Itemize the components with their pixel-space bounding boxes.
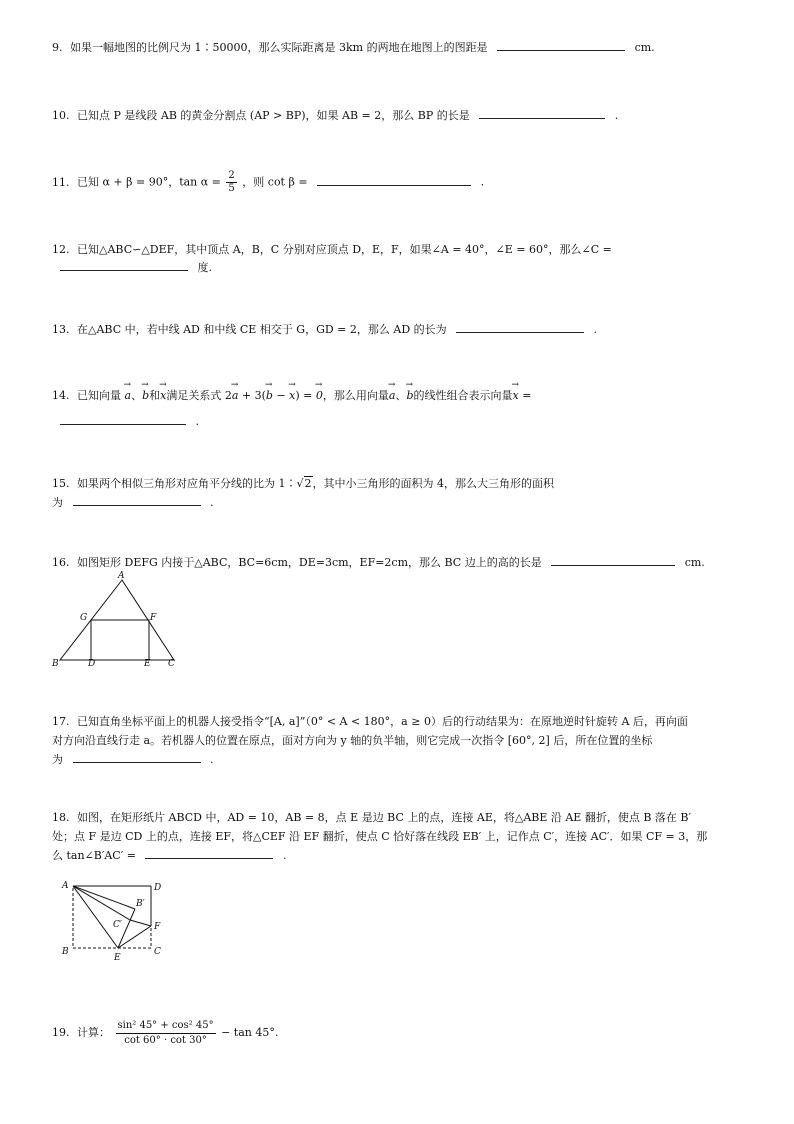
question-text: 已知点 P 是线段 AB 的黄金分割点 (AP > BP)，如果 AB = 2，那么 BP 的长是 (77, 109, 470, 122)
question-tail: . (593, 323, 598, 336)
question-13 (52, 320, 752, 339)
question-14 (52, 386, 752, 405)
question-tail: . (210, 753, 214, 766)
question-tail: . (195, 415, 199, 428)
question-text-3: 么 tan∠B′AC′ = (52, 849, 136, 862)
question-12-line-2 (60, 258, 760, 277)
question-text: 已知向量 (77, 389, 121, 402)
question-number: 13. (52, 323, 70, 336)
question-text-2: − tan 45°. (221, 1026, 279, 1039)
question-18 (52, 808, 752, 827)
question-number: 17. (52, 715, 70, 728)
question-10 (52, 106, 752, 125)
question-number: 19. (52, 1026, 70, 1039)
answer-blank[interactable] (497, 38, 625, 51)
label-e: E (114, 953, 121, 963)
minus-sign: − (276, 389, 286, 402)
question-12 (52, 240, 752, 259)
question-tail: . (282, 849, 287, 862)
question-number: 16. (52, 556, 70, 569)
answer-blank[interactable] (60, 412, 186, 425)
vector-x: → x (160, 386, 166, 405)
answer-blank[interactable] (145, 846, 273, 859)
question-text: 在△ABC 中，若中线 AD 和中线 CE 相交于 G，GD = 2，那么 AD 的长为 (77, 323, 447, 336)
vector-b: → b (266, 386, 273, 405)
segment-ab-prime (73, 886, 135, 909)
label-b-prime: B′ (136, 899, 145, 909)
question-18-line-3 (52, 846, 752, 865)
vector-x: → x (289, 386, 295, 405)
label-g: G (80, 613, 88, 623)
question-tail: cm. (684, 556, 705, 569)
question-number: 14. (52, 389, 70, 402)
answer-blank[interactable] (551, 553, 675, 566)
vector-b: → b (406, 386, 413, 405)
segment-c-prime-f (130, 920, 151, 926)
vector-b: → b (142, 386, 149, 405)
vector-x: → x (513, 386, 519, 405)
fraction (226, 170, 236, 195)
fraction-denominator: 5 (228, 183, 235, 194)
answer-blank[interactable] (60, 258, 188, 271)
question-17-line-3 (52, 750, 752, 769)
fraction-denominator: cot 60° · cot 30° (124, 1034, 207, 1046)
question-text-2: 满足关系式 2 (166, 389, 232, 402)
label-b: B (62, 947, 69, 957)
equals-sign: = (522, 389, 532, 402)
question-text: 如果两个相似三角形对应角平分线的比为 1∶ (77, 477, 297, 490)
question-18-line-2 (52, 827, 752, 846)
question-text-2: ，其中小三角形的面积为 4，那么大三角形的面积 (312, 477, 555, 490)
question-number: 18. (52, 811, 70, 824)
answer-blank[interactable] (73, 750, 201, 763)
fraction-numerator: 2 (228, 170, 235, 181)
question-15 (52, 474, 752, 493)
question-19 (52, 1018, 752, 1048)
fraction-numerator: sin² 45° + cos² 45° (116, 1019, 216, 1034)
question-text: 如图矩形 DEFG 内接于△ABC，BC=6cm，DE=3cm，EF=2cm，那么 BC 边上的高的长是 (77, 556, 542, 569)
separator: 、 (395, 389, 407, 402)
label-a: A (62, 881, 69, 891)
label-d: D (154, 883, 162, 893)
question-number: 10. (52, 109, 70, 122)
label-e: E (144, 659, 151, 669)
question-tail: . (614, 109, 619, 122)
question-number: 9. (52, 41, 63, 54)
label-f: F (150, 613, 157, 623)
label-f: F (154, 922, 161, 932)
label-c: C (154, 947, 161, 957)
vector-a: → a (232, 386, 239, 405)
zero-vector: → 0 (316, 386, 323, 405)
conjunction: 和 (149, 389, 161, 402)
question-text-3: ，那么用向量 (322, 389, 389, 402)
question-text-2: 对方向沿直线行走 a。若机器人的位置在原点，面对方向为 y 轴的负半轴，则它完成一次指令 [60°, 2] 后，所在位置的坐标 (52, 734, 653, 747)
figure-folded-rectangle (56, 876, 176, 966)
question-14-line-2 (60, 412, 760, 431)
question-15-line-2 (52, 493, 752, 512)
rectangle-abcd (73, 886, 151, 948)
question-tail: cm. (634, 41, 655, 54)
question-11 (52, 170, 752, 195)
sqrt-radicand: 2 (304, 477, 312, 490)
question-text: 如图，在矩形纸片 ABCD 中，AD = 10，AB = 8，点 E 是边 BC 上的点，连接 AE，将△ABE 沿 AE 翻折，使点 B 落在 B′ (77, 811, 691, 824)
question-text: 计算： (77, 1026, 110, 1039)
expression-part: ) = (295, 389, 313, 402)
label-a: A (118, 571, 125, 581)
question-text-3: 为 (52, 753, 63, 766)
answer-blank[interactable] (317, 173, 471, 186)
sqrt-symbol: √ (296, 477, 304, 490)
rectangle-defg (91, 620, 149, 660)
question-text: 已知△ABC∽△DEF，其中顶点 A，B，C 分别对应顶点 D，E，F，如果∠A = 40°，∠E = 60°，那么∠C = (77, 243, 612, 256)
question-text-4: 的线性组合表示向量 (413, 389, 513, 402)
answer-blank[interactable] (456, 320, 584, 333)
segment-ae (73, 886, 118, 948)
question-text-2: 处；点 F 是边 CD 上的点，连接 EF，将△CEF 沿 EF 翻折，使点 C 恰好落在线段 EB′ 上，记作点 C′，连接 AC′．如果 CF = 3，那 (52, 830, 708, 843)
answer-blank[interactable] (479, 106, 605, 119)
label-c: C (168, 659, 175, 669)
question-number: 11. (52, 175, 70, 189)
question-text: 已知 α + β = 90°，tan α = (77, 175, 221, 189)
question-text-3: 为 (52, 496, 63, 509)
question-number: 15. (52, 477, 70, 490)
vector-a: → a (125, 386, 132, 405)
label-b: B (52, 659, 59, 669)
question-17-line-2 (52, 731, 752, 750)
question-tail: . (480, 175, 485, 189)
question-text: 如果一幅地图的比例尺为 1∶50000，那么实际距离是 3km 的两地在地图上的图距是 (70, 41, 488, 54)
vector-a: → a (389, 386, 396, 405)
fraction (116, 1019, 216, 1048)
question-9 (52, 38, 752, 57)
figure-triangle-rectangle (48, 570, 188, 672)
question-text-2: ，则 cot β = (242, 175, 308, 189)
label-c-prime: C′ (113, 920, 122, 930)
question-text: 已知直角坐标平面上的机器人接受指令“[A, a]”（0° < A < 180°，a ≥ 0）后的行动结果为：在原地逆时针旋转 A 后，再向面 (77, 715, 688, 728)
question-tail: 度. (197, 261, 212, 274)
expression-part: + 3( (241, 389, 266, 402)
question-tail: . (210, 496, 214, 509)
label-d: D (88, 659, 96, 669)
segment-ac-prime (73, 886, 130, 920)
question-17 (52, 712, 752, 731)
separator: 、 (131, 389, 143, 402)
answer-blank[interactable] (73, 493, 201, 506)
question-number: 12. (52, 243, 70, 256)
